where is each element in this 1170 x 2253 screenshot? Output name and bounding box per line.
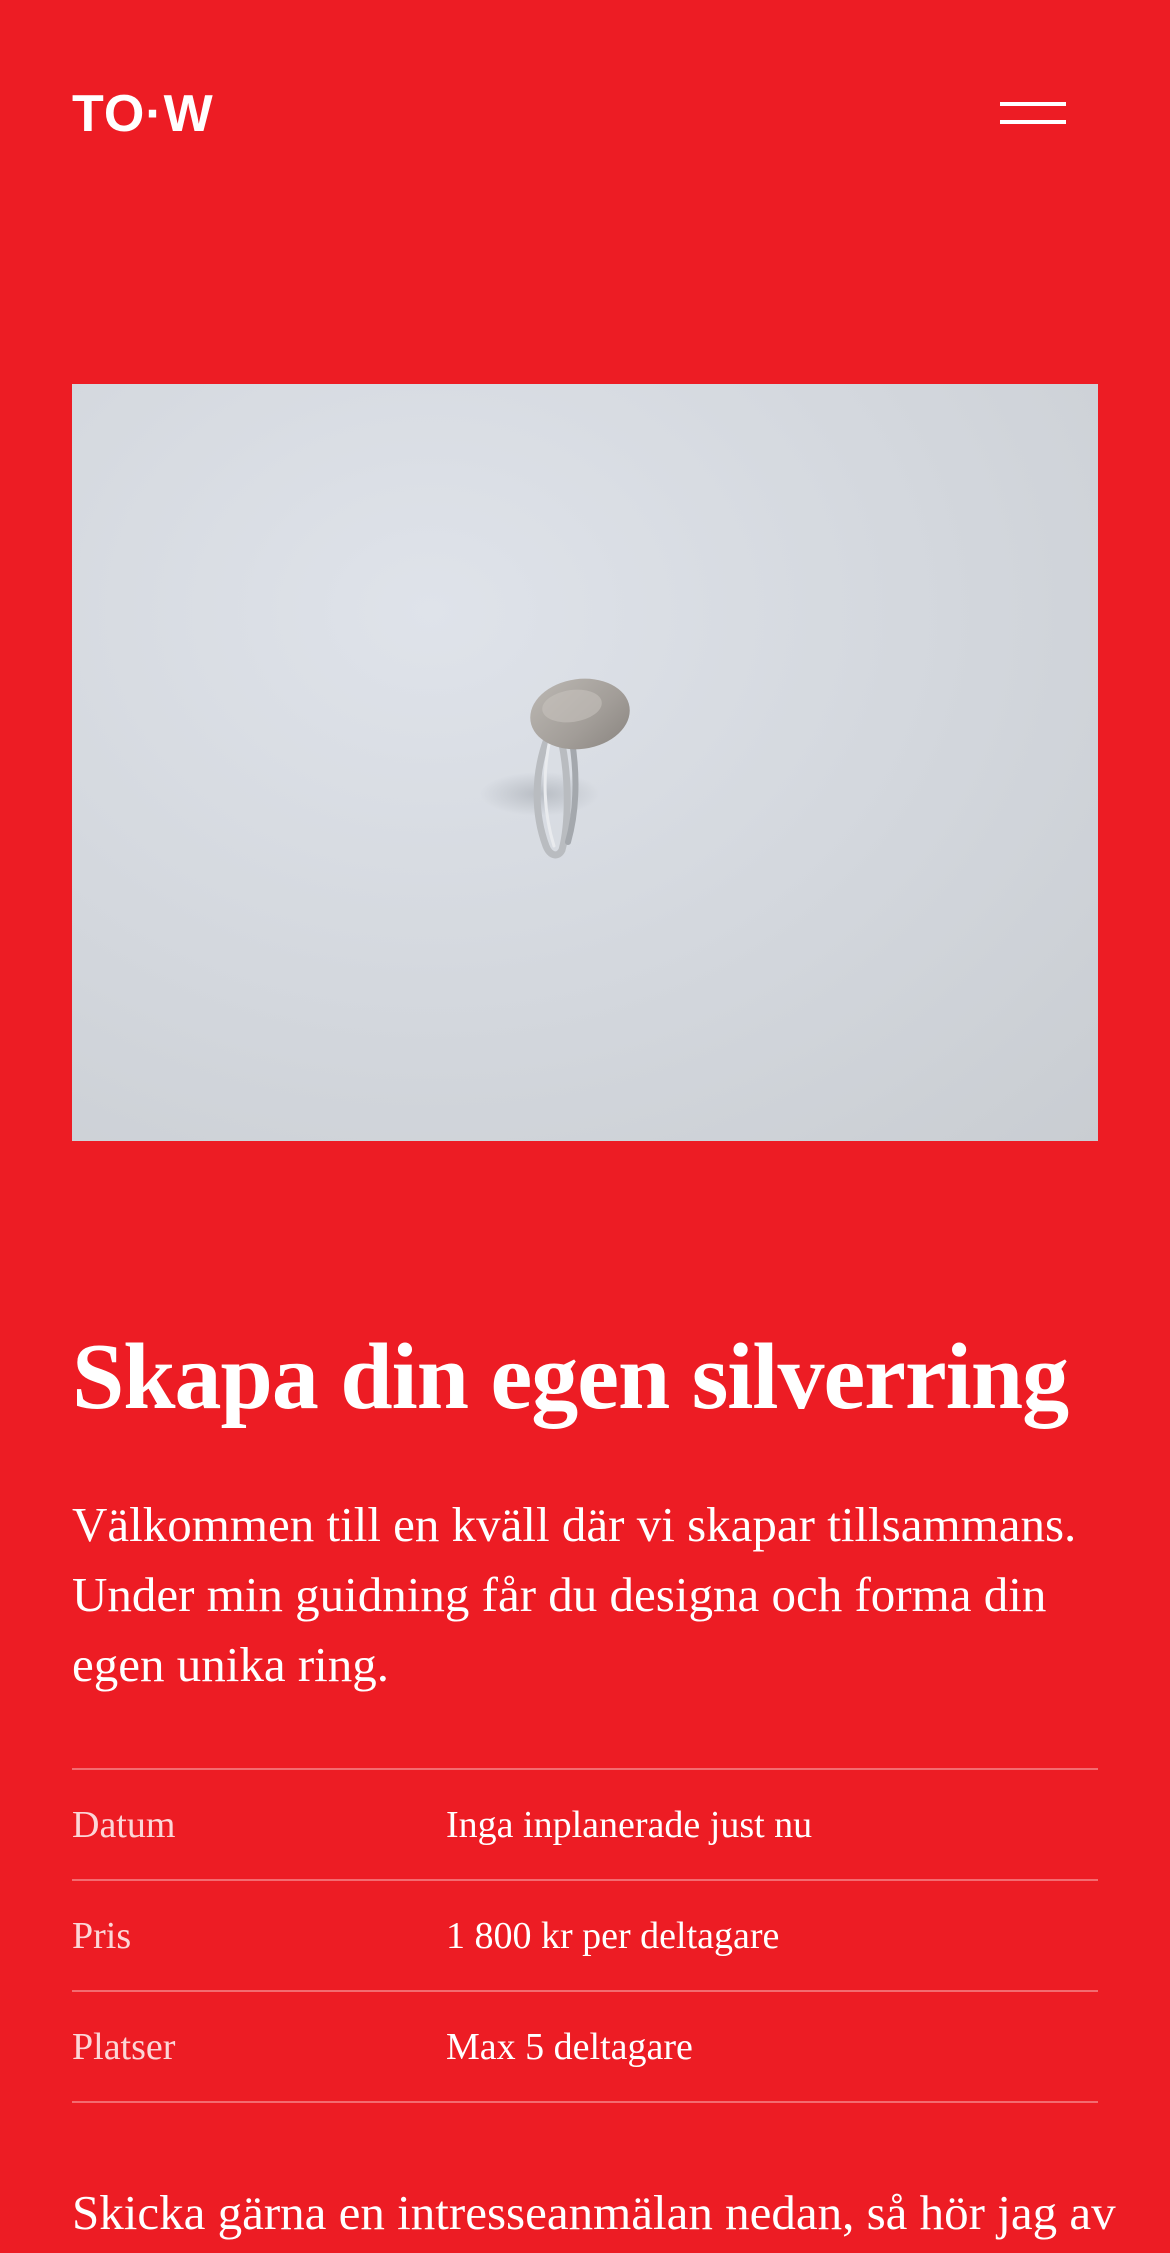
detail-label-price: Pris xyxy=(72,1915,132,1957)
detail-row-date xyxy=(72,1770,1098,1881)
hamburger-menu-icon[interactable] xyxy=(1000,100,1066,128)
site-logo[interactable]: TO·W xyxy=(72,85,214,143)
details-table xyxy=(72,1768,1098,2103)
detail-value-seats: Max 5 deltagare xyxy=(446,2026,693,2068)
detail-row-price xyxy=(72,1881,1098,1992)
detail-label-date: Datum xyxy=(72,1804,176,1846)
page-title: Skapa din egen silverring xyxy=(72,1325,1069,1429)
menu-bar-top xyxy=(1000,102,1066,106)
detail-value-price: 1 800 kr per deltagare xyxy=(446,1915,780,1957)
detail-label-seats: Platser xyxy=(72,2026,176,2068)
detail-value-date: Inga inplanerade just nu xyxy=(446,1804,813,1846)
hero-image xyxy=(72,384,1098,1141)
menu-bar-bottom xyxy=(1000,120,1066,124)
site-header xyxy=(72,86,1098,146)
cta-text: Skicka gärna en intresseanmälan nedan, så hör jag av xyxy=(72,2185,1116,2240)
intro-text: Välkommen till en kväll där vi skapar tillsammans. Under min guidning får du designa och forma din egen unika ring. xyxy=(72,1497,1077,1692)
detail-row-seats xyxy=(72,1992,1098,2103)
silver-ring-photo xyxy=(72,384,1098,1141)
